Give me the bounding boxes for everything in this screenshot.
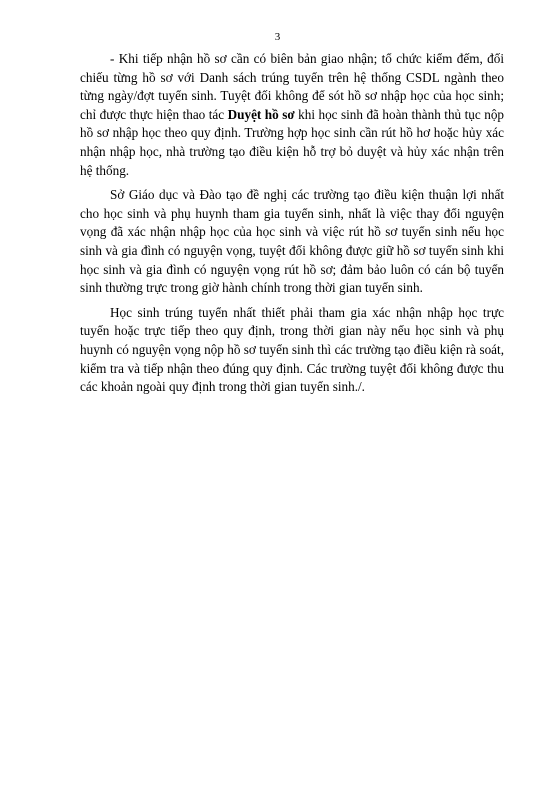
document-body xyxy=(80,50,504,403)
paragraph-text: - Khi tiếp nhận hồ sơ cần có biên bản giao nhận; tổ chức kiểm đếm, đối chiếu từng hồ sơ với Danh sách trúng tuyển trên hệ thống CSDL ngành theo từng ngày/đợt tuyển sinh. Tuyệt đối không để sót hồ sơ nhập học của học sinh; chỉ được thực hiện thao tác xyxy=(80,51,504,122)
paragraph-text: khi học sinh đã hoàn thành thủ tục nộp hồ sơ nhập học theo quy định. Trường hợp học sinh cần rút hồ hơ hoặc hủy xác nhận nhập học, nhà trường tạo điều kiện hỗ trợ bỏ duyệt và hủy xác nhận trên hệ thống. xyxy=(80,106,505,178)
page-number: 3 xyxy=(274,31,281,43)
paragraph-department-request: Sở Giáo dục và Đào tạo đề nghị các trường tạo điều kiện thuận lợi nhất cho học sinh và phụ huynh tham gia tuyển sinh, nhất là việc thay đổi nguyện vọng đã xác nhận nhập học của học sinh và việc rút hồ sơ tuyển sinh nếu học sinh và gia đình có nguyện vọng, tuyệt đối không được giữ hồ sơ tuyển sinh khi học sinh và gia đình có nguyện vọng rút hồ sơ; đảm bảo luôn có cán bộ tuyển sinh thường trực trong giờ hành chính trong thời gian tuyển sinh. xyxy=(80,187,504,296)
paragraph-enrollment-confirmation: Học sinh trúng tuyển nhất thiết phải tham gia xác nhận nhập học trực tuyến hoặc trực tiếp theo quy định, trong thời gian này nếu học sinh và phụ huynh có nguyện vọng nộp hồ sơ tuyển sinh thì các trường tạo điều kiện rà soát, kiểm tra và tiếp nhận theo đúng quy định. Các trường tuyệt đối không được thu các khoản ngoài quy định trong thời gian tuyển sinh./. xyxy=(80,304,504,395)
paragraph-receiving-records xyxy=(80,50,504,180)
bold-term-approve-records: Duyệt hồ sơ xyxy=(227,106,295,122)
